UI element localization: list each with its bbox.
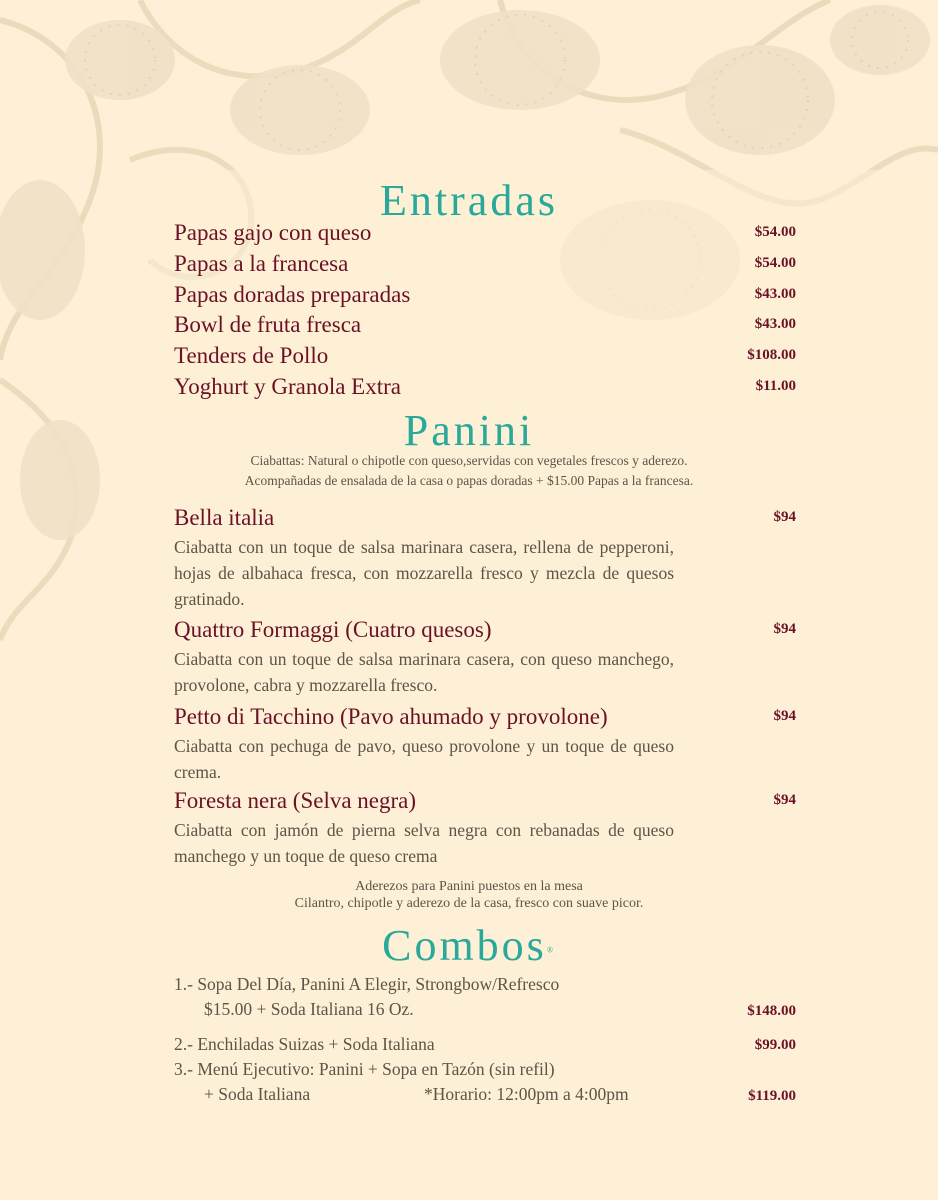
panini-intro-line: Acompañadas de ensalada de la casa o papas doradas + $15.00 Papas a la francesa. — [244, 473, 694, 488]
registered-mark: ® — [546, 945, 556, 955]
dressing-note-text: Cilantro, chipotle y aderezo de la casa, fresco con suave picor. — [294, 896, 644, 911]
combo-1-line: 1.- Sopa Del Día, Panini A Elegir, Strongbow/Refresco — [174, 974, 560, 994]
item-name: Foresta nera (Selva negra) — [174, 788, 417, 813]
item-price: $54.00 — [754, 224, 796, 240]
combo-2-price: $99.00 — [754, 1037, 796, 1053]
item-name: Papas a la francesa — [174, 251, 349, 276]
item-name: Quattro Formaggi (Cuatro quesos) — [174, 617, 492, 642]
item-description: Ciabatta con pechuga de pavo, queso provolone y un toque de queso crema. — [174, 736, 674, 782]
item-name: Papas gajo con queso — [174, 220, 372, 245]
combo-1-price: $148.00 — [747, 1003, 796, 1019]
item-price: $94 — [773, 509, 796, 525]
item-price: $11.00 — [755, 378, 796, 394]
panini-intro-line: Ciabattas: Natural o chipotle con queso,servidas con vegetales frescos y aderezo. — [250, 453, 688, 468]
item-name: Petto di Tacchino (Pavo ahumado y provolone) — [174, 704, 608, 729]
item-description: Ciabatta con un toque de salsa marinara casera, con queso manchego, provolone, cabra y mozzarella fresco. — [174, 649, 674, 695]
item-name: Papas doradas preparadas — [174, 282, 411, 307]
item-price: $94 — [773, 792, 796, 808]
item-description: Ciabatta con jamón de pierna selva negra con rebanadas de queso manchego y un toque de queso crema — [174, 820, 674, 866]
item-price: $94 — [773, 708, 796, 724]
item-name: Bowl de fruta fresca — [174, 312, 362, 337]
combo-3-line: + Soda Italiana — [204, 1084, 311, 1104]
item-name: Yoghurt y Granola Extra — [174, 374, 401, 399]
combo-2-line: 2.- Enchiladas Suizas + Soda Italiana — [174, 1034, 435, 1054]
dressing-note-title: Aderezos para Panini puestos en la mesa — [355, 879, 583, 894]
item-price: $43.00 — [754, 286, 796, 302]
item-price: $43.00 — [754, 316, 796, 332]
item-description: Ciabatta con un toque de salsa marinara casera, rellena de pepperoni, hojas de albahaca fresca, con mozzarella fresco y mezcla de quesos gratinado. — [174, 537, 674, 609]
item-name: Bella italia — [174, 505, 275, 530]
item-price: $54.00 — [754, 255, 796, 271]
combo-3-line: 3.- Menú Ejecutivo: Panini + Sopa en Tazón (sin refil) — [174, 1059, 555, 1079]
item-price: $94 — [773, 621, 796, 637]
item-price: $108.00 — [747, 347, 796, 363]
item-name: Tenders de Pollo — [174, 343, 329, 368]
entradas-title: Entradas — [380, 176, 558, 225]
combo-3-price: $119.00 — [748, 1088, 796, 1104]
combo-3-schedule: *Horario: 12:00pm a 4:00pm — [424, 1084, 629, 1104]
combo-1-line: $15.00 + Soda Italiana 16 Oz. — [204, 999, 414, 1019]
combos-title-text: Combos — [382, 921, 547, 970]
combos-title — [0, 920, 938, 971]
panini-title: Panini — [403, 406, 535, 455]
